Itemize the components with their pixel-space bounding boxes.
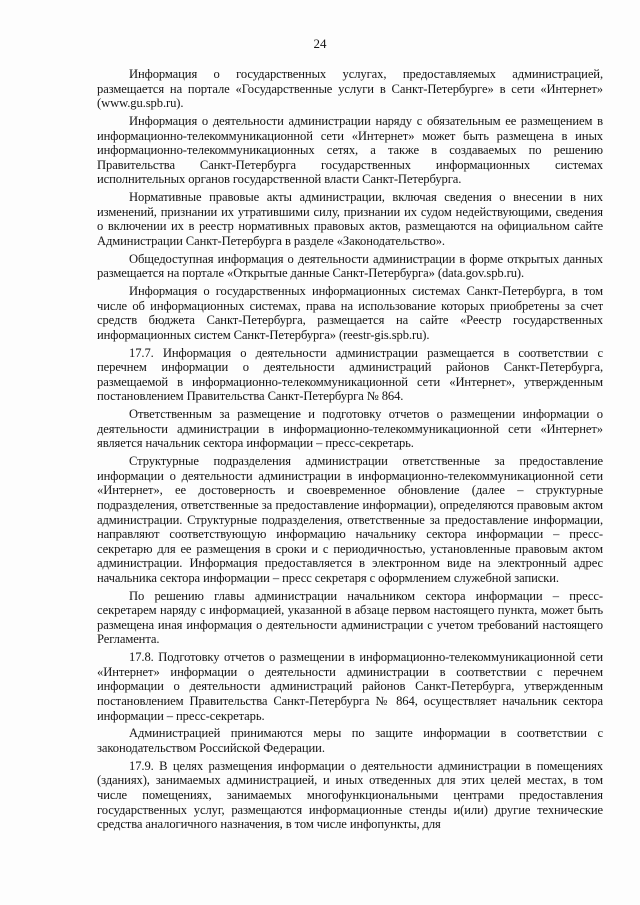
paragraph-structural-units: Структурные подразделения администрации ответственные за предоставление информации о деятельности администрации в информационно-телекоммуникационной сети «Интернет», ее достоверность и своевременное обновление (далее – структурные подразделения, ответственные за предоставление информации), определяются правовым актом администрации. Структурные подразделения, ответственные за предоставление информации, направляют соответствующую информацию начальнику сектора информации – пресс-секретарю для ее размещения в сроки и с периодичностью, установленные правовым актом администрации. Информация предоставляется в электронном виде на электронный адрес начальника сектора информации – пресс секретаря с оформлением служебной записки.	[97, 454, 603, 585]
paragraph-protection: Администрацией принимаются меры по защите информации в соответствии с законодательством Российской Федерации.	[97, 726, 603, 755]
page-number: 24	[313, 36, 327, 51]
paragraph-other-networks: Информация о деятельности администрации наряду с обязательным ее размещением в информационно-телекоммуникационной сети «Интернет» может быть размещена в иных информационно-телекоммуникационных сетях, а также в создаваемых по решению Правительства Санкт-Петербурга государственных информационных системах исполнительных органов государственной власти Санкт-Петербурга.	[97, 113, 603, 187]
paragraph-open-data: Общедоступная информация о деятельности администрации в форме открытых данных размещается на портале «Открытые данные Санкт-Петербурга» (data.gov.spb.ru).	[97, 251, 603, 281]
paragraph-17-8: 17.8. Подготовку отчетов о размещении в информационно-телекоммуникационной сети «Интернет» информации о деятельности администрации в соответствии с перечнем информации о деятельности администраций районов Санкт-Петербурга, утвержденным постановлением Правительства Санкт-Петербурга № 864, осуществляет начальник сектора информации – пресс-секретарь.	[97, 650, 603, 723]
paragraph-gu-portal: Информация о государственных услугах, предоставляемых администрацией, размещается на портале «Государственные услуги в Санкт-Петербурге» в сети «Интернет» (www.gu.spb.ru).	[97, 67, 603, 111]
paragraph-17-7: 17.7. Информация о деятельности администрации размещается в соответствии с перечнем информации о деятельности администраций районов Санкт-Петербурга, размещаемой в информационно-телекоммуникационной сети «Интернет», утвержденным постановлением Правительства Санкт-Петербурга № 864.	[97, 345, 603, 404]
document-body	[97, 67, 603, 835]
paragraph-17-9: 17.9. В целях размещения информации о деятельности администрации в помещениях (зданиях), занимаемых администрацией, и иных отведенных для этих целей местах, в том числе помещениях, занимаемых многофункциональными центрами предоставления государственных услуг, размещаются информационные стенды и(или) другие технические средства аналогичного назначения, в том числе инфопункты, для	[97, 758, 603, 832]
paragraph-info-systems: Информация о государственных информационных системах Санкт-Петербурга, в том числе об информационных системах, права на использование которых приобретены за счет средств бюджета Санкт-Петербурга, размещается на сайте «Реестр государственных информационных систем Санкт-Петербурга» (reestr-gis.spb.ru).	[97, 284, 603, 342]
paragraph-responsible-person: Ответственным за размещение и подготовку отчетов о размещении информации о деятельности администрации в информационно-телекоммуникационной сети «Интернет» является начальник сектора информации – пресс-секретарь.	[97, 407, 603, 451]
paragraph-head-decision: По решению главы администрации начальником сектора информации – пресс-секретарем наряду с информацией, указанной в абзаце первом настоящего пункта, может быть размещена иная информация о деятельности администрации с учетом требований настоящего Регламента.	[97, 588, 603, 647]
paragraph-legal-acts: Нормативные правовые акты администрации, включая сведения о внесении в них изменений, признании их утратившими силу, признании их судом недействующими, сведения о включении их в реестр нормативных правовых актов, размещаются на официальном сайте Администрации Санкт-Петербурга в разделе «Законодательство».	[97, 190, 603, 248]
